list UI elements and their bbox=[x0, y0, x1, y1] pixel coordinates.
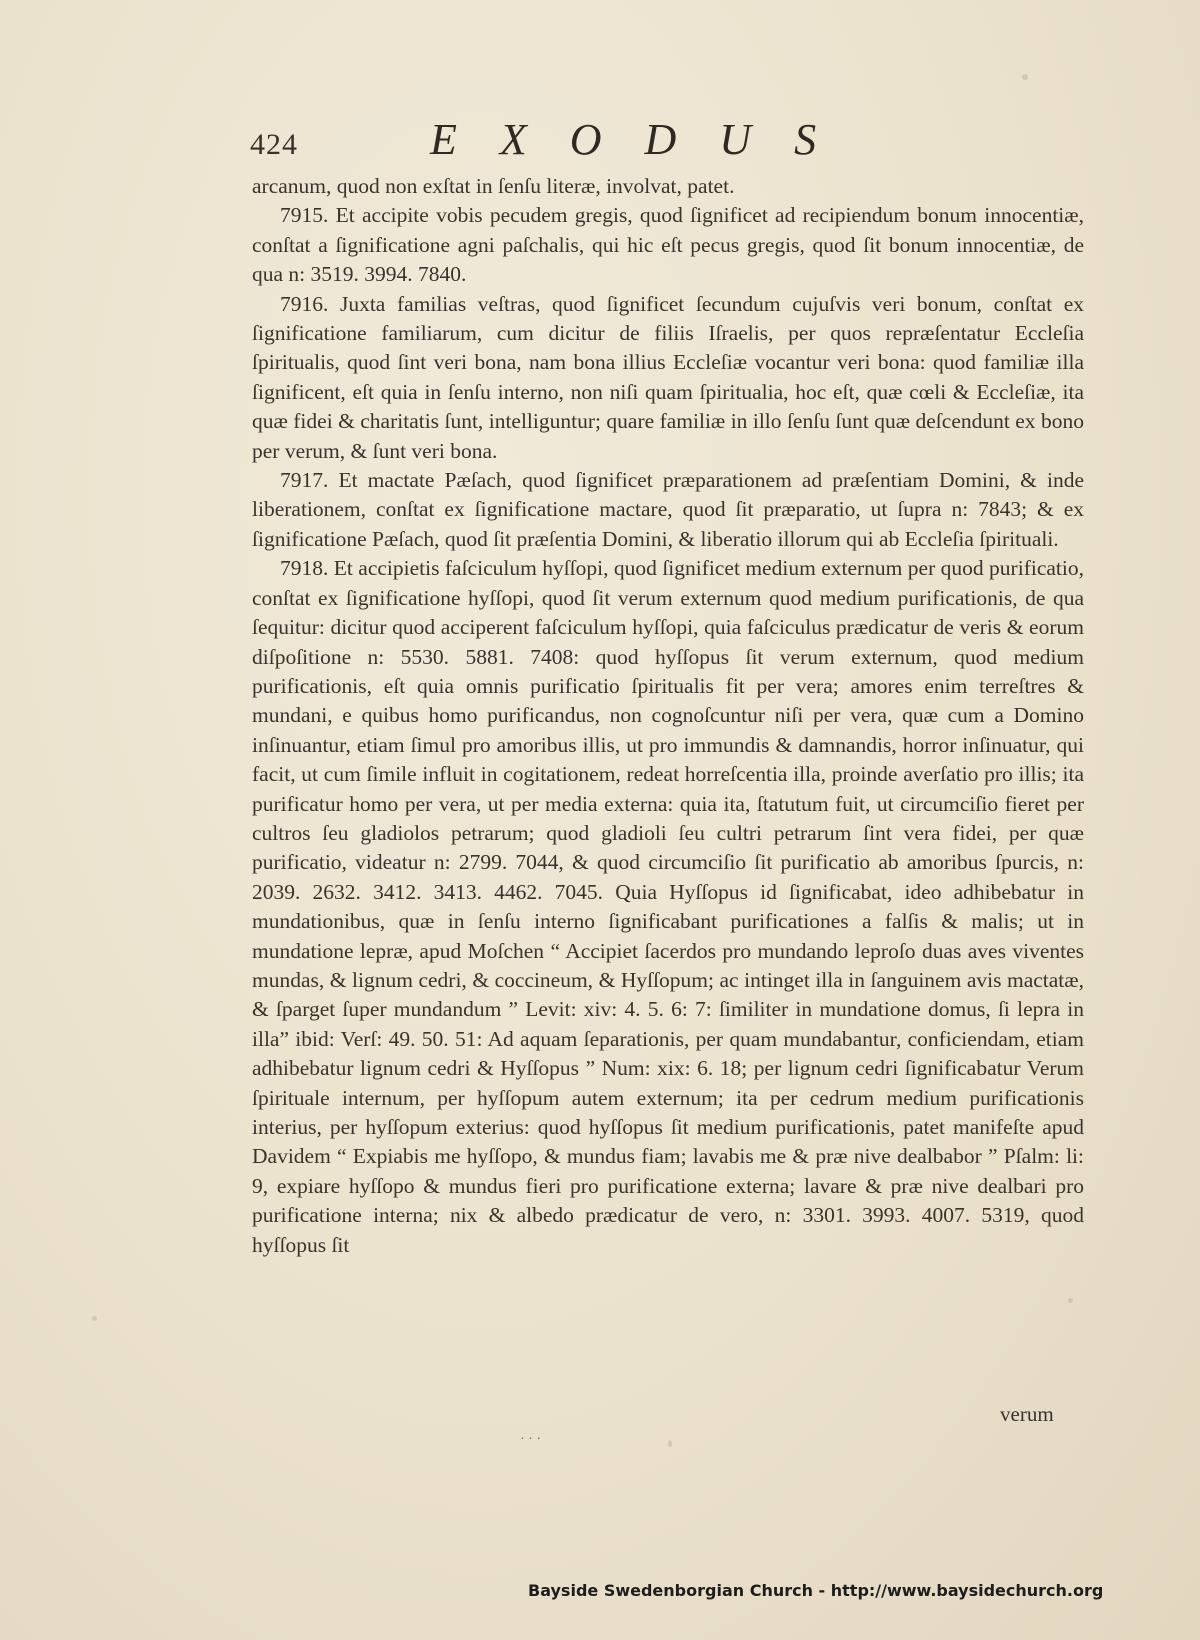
paragraph-continuation: arcanum, quod non exſtat in ſenſu literæ, involvat, patet. bbox=[252, 174, 735, 198]
paragraph-7916: 7916. Juxta familias veſtras, quod ſignificet ſecundum cujuſvis veri bonum, conſtat ex ſignificatione familiarum, cum dicitur de filiis Iſraelis, per quos repræſentatur Eccleſia ſpiritualis, quod ſint veri bona, nam bona illius Eccleſiæ vocantur veri bona: quod familiæ illa ſignificent, eſt quia in ſenſu interno, non niſi quam ſpiritualia, hoc eſt, quæ cœli & Eccleſiæ, ita quæ fidei & charitatis ſunt, intelliguntur; quare familiæ in illo ſenſu ſunt quæ deſcendunt ex bono per verum, & ſunt veri bona. bbox=[252, 291, 1084, 463]
paper-stain bbox=[668, 1440, 672, 1447]
catchword: verum bbox=[1000, 1402, 1054, 1426]
paragraph-7918: 7918. Et accipietis faſciculum hyſſopi, quod ſignificet medium externum per quod purificatio, conſtat ex ſignificatione hyſſopi, quod ſit verum externum quod medium purificationis, de qua ſequitur: dicitur quod acciperent faſciculum hyſſopi, quia faſciculus prædicatur de veris & eorum diſpoſitione n: 5530. 5881. 7408: quod hyſſopus ſit verum externum, quod medium purificationis, eſt quia omnis purificatio ſpiritualis fit per vera; amores enim terreſtres & mundani, e quibus homo purificandus, non cognoſcuntur niſi per vera, quæ cum a Domino inſinuantur, etiam ſimul pro amoribus illis, ut pro immundis & damnandis, horror inſinuatur, qui facit, ut cum ſimile influit in cogitationem, redeat horreſcentia illa, proinde averſatio pro illis; ita purificatur homo per vera, ut per media externa: quia ita, ſtatutum fuit, ut circumciſio fieret per cultros ſeu gladiolos petrarum; quod gladioli ſeu cultri petrarum ſint vera fidei, per quæ purificatio, videatur n: 2799. 7044, & quod circumciſio ſit purificatio ab amoribus ſpurcis, n: 2039. 2632. 3412. 3413. 4462. 7045. Quia Hyſſopus id ſignificabat, ideo adhibebatur in mundationibus, quæ in ſenſu interno ſignificabant purificationes a falſis & malis; ut in mundatione lepræ, apud Moſchen “ Accipiet ſacerdos pro mundando leproſo duas aves viventes mundas, & lignum cedri, & coccineum, & Hyſſopum; ac intinget illa in ſanguinem avis mactatæ, & ſparget ſuper mundandum ” Levit: xiv: 4. 5. 6: 7: ſimiliter in mundatione domus, ſi lepra in illa” ibid: Verſ: 49. 50. 51: Ad aquam ſeparationis, per quam mundabantur, conficiendam, etiam adhibebatur lignum cedri & Hyſſopus ” Num: xix: 6. 18; per lignum cedri ſignificabatur Verum ſpirituale internum, per hyſſopum autem externum; ita per cedrum medium purificationis interius, per hyſſopum exterius: quod hyſſopus ſit medium purificationis, patet manifeſte apud Davidem “ Expiabis me hyſſopo, & mundus fiam; lavabis me & præ nive dealbabor ” Pſalm: li: 9, expiare hyſſopo & mundus fieri pro purificatione externa; lavare & præ nive dealbari pro purificatione interna; nix & albedo prædicatur de vero, n: 3301. 3993. 4007. 5319, quod hyſſopus ſit bbox=[252, 556, 1084, 1257]
paper-stain bbox=[1068, 1298, 1073, 1303]
running-title: EXODUS bbox=[430, 115, 860, 164]
page-fold-marks: · · · bbox=[520, 1432, 541, 1447]
paper-stain bbox=[92, 1316, 97, 1321]
body-text bbox=[252, 172, 1084, 1260]
paragraph-7917: 7917. Et mactate Pæſach, quod ſignificet præparationem ad præſentiam Domini, & inde liberationem, conſtat ex ſignificatione mactare, quod ſit præparatio, ut ſupra n: 7843; & ex ſignificatione Pæſach, quod ſit præſentia Domini, & liberatio illorum qui ab Eccleſia ſpirituali. bbox=[252, 468, 1084, 551]
paper-stain bbox=[1022, 74, 1028, 80]
paragraph-7915: 7915. Et accipite vobis pecudem gregis, quod ſignificet ad recipiendum bonum innocentiæ, conſtat a ſignificatione agni paſchalis, qui hic eſt pecus gregis, quod ſit bonum innocentiæ, de qua n: 3519. 3994. 7840. bbox=[252, 203, 1084, 287]
footer-credit: Bayside Swedenborgian Church - http://www.baysidechurch.org bbox=[528, 1581, 1104, 1600]
page-header bbox=[250, 112, 1080, 172]
page-number: 424 bbox=[250, 128, 298, 161]
